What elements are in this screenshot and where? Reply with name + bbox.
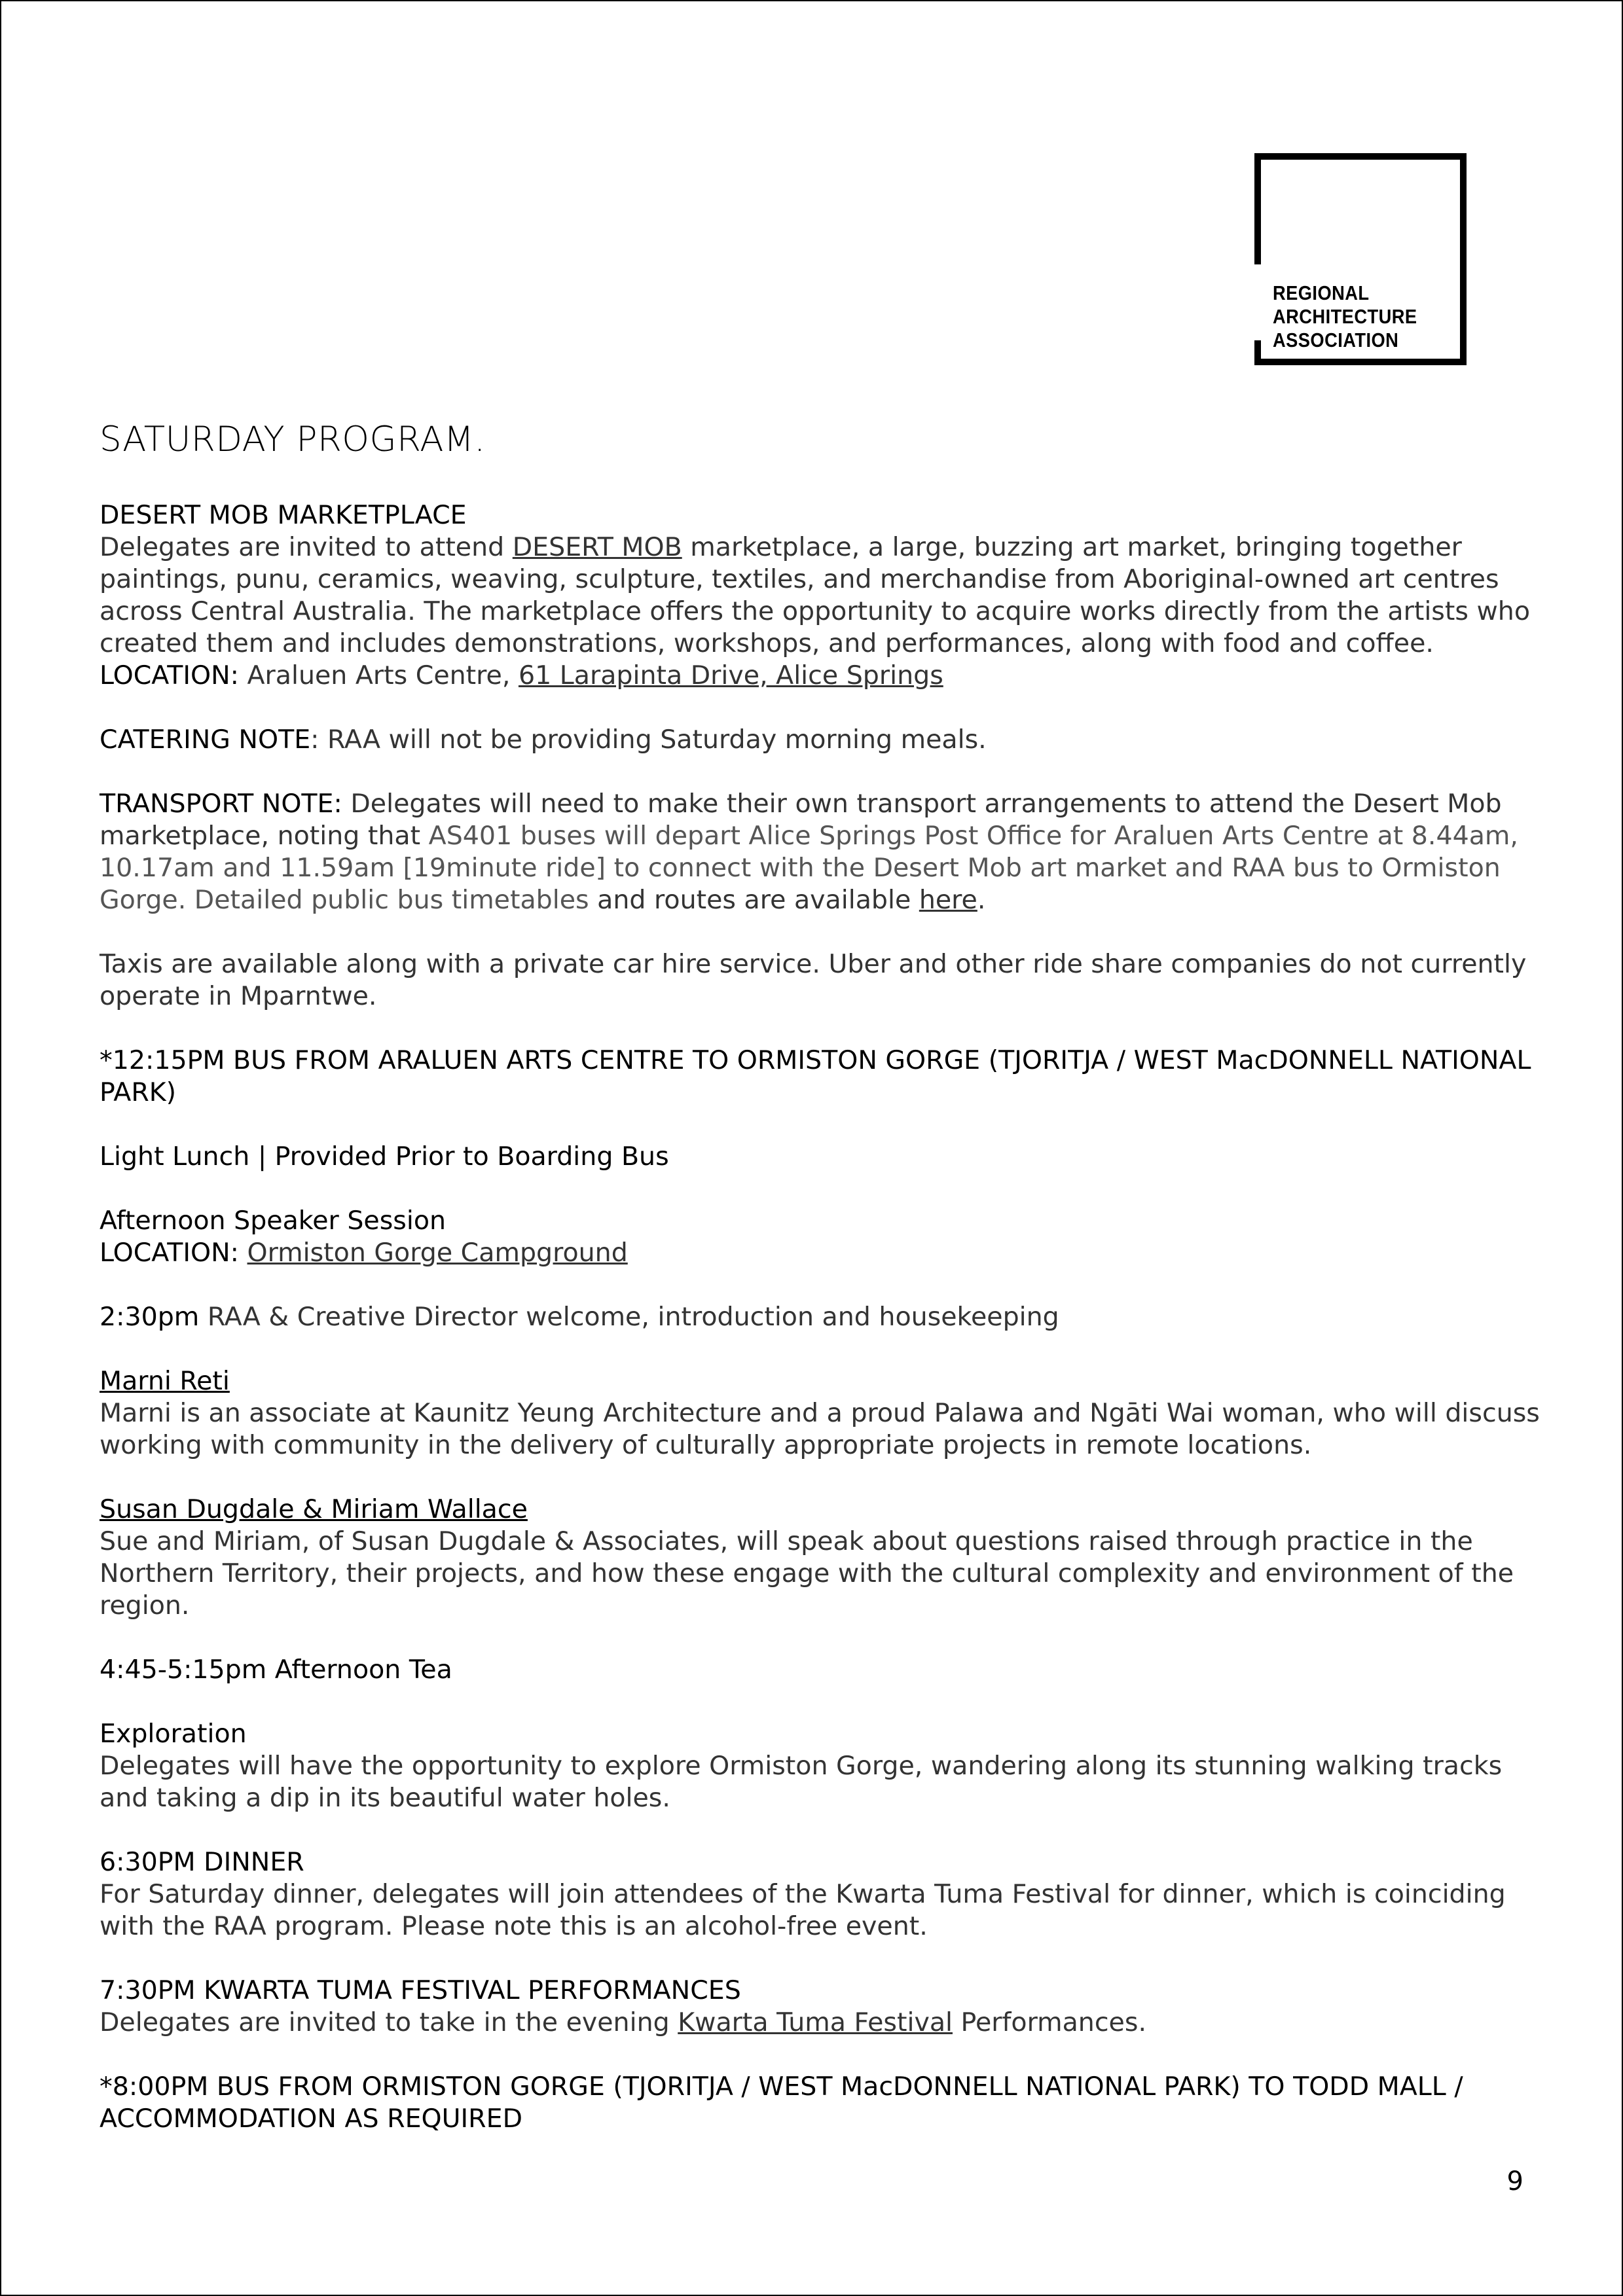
marni-name-link[interactable]: Marni Reti bbox=[100, 1366, 230, 1396]
raa-logo bbox=[1254, 153, 1467, 365]
speaker-session-heading: Afternoon Speaker Session bbox=[100, 1206, 447, 1236]
catering-note bbox=[100, 724, 1540, 756]
welcome-time: 2:30pm bbox=[100, 1302, 200, 1332]
location-label: LOCATION: bbox=[100, 660, 239, 691]
speaker-session-section bbox=[100, 1205, 1540, 1269]
transport-text-2: AS401 buses will depart Alice Springs Post Office for Araluen Arts Centre at 8.44am, 10.17am and 11.59am [19minute ride] to connect with the Desert Mob art market and RAA bus to Ormiston Gorge. Detailed public bus timetables bbox=[100, 821, 1518, 915]
logo-text bbox=[1273, 281, 1417, 352]
transport-label: TRANSPORT NOTE: bbox=[100, 789, 342, 819]
logo-line-1: REGIONAL bbox=[1273, 281, 1370, 304]
desert-mob-heading: DESERT MOB MARKETPLACE bbox=[100, 500, 467, 530]
transport-text-1: Delegates will need to make their own transport arrangements to attend the Desert Mob marketplace, noting that bbox=[100, 789, 1502, 851]
festival-text-1: Delegates are invited to take in the evening bbox=[100, 2007, 678, 2037]
desert-mob-location bbox=[100, 660, 1540, 692]
program-content bbox=[100, 417, 1540, 2135]
lunch-heading: Light Lunch | Provided Prior to Boarding Bus bbox=[100, 1141, 669, 1172]
exploration-heading: Exploration bbox=[100, 1719, 247, 1749]
welcome-item bbox=[100, 1301, 1540, 1333]
page-number: 9 bbox=[1506, 2166, 1523, 2197]
catering-label: CATERING NOTE bbox=[100, 725, 311, 755]
transport-text-3: and routes are available bbox=[589, 885, 919, 915]
page-title: SATURDAY PROGRAM. bbox=[100, 420, 486, 459]
dinner-description: For Saturday dinner, delegates will join attendees of the Kwarta Tuma Festival for dinner, which is coinciding with the RAA program. Please note this is an alcohol-free event. bbox=[100, 1879, 1506, 1941]
transport-end: . bbox=[977, 885, 986, 915]
logo-line-2: ARCHITECTURE bbox=[1273, 305, 1417, 328]
afternoon-tea: 4:45-5:15pm Afternoon Tea bbox=[100, 1655, 452, 1685]
taxis-note: Taxis are available along with a private car hire service. Uber and other ride share companies do not currently operate in Mparntwe. bbox=[100, 949, 1527, 1011]
desert-mob-text-1: Delegates are invited to attend bbox=[100, 532, 513, 562]
dinner-heading: 6:30PM DINNER bbox=[100, 1847, 304, 1877]
susan-section bbox=[100, 1494, 1540, 1622]
desert-mob-text-2: marketplace, a large, buzzing art market, bringing together paintings, punu, ceramics, weaving, sculpture, textiles, and merchandise from Aboriginal-owned art centres across Central Australia. The marketplace offers the opportunity to acquire works directly from the artists who created them and includes demonstrations, workshops, and performances, along with food and coffee. bbox=[100, 532, 1530, 658]
timetable-link[interactable]: here bbox=[919, 885, 977, 915]
desert-mob-section bbox=[100, 499, 1540, 692]
welcome-text: RAA & Creative Director welcome, introduction and housekeeping bbox=[199, 1302, 1059, 1332]
logo-line-3: ASSOCIATION bbox=[1273, 329, 1399, 351]
festival-text-2: Performances. bbox=[953, 2007, 1146, 2037]
susan-name-link[interactable]: Susan Dugdale & Miriam Wallace bbox=[100, 1494, 528, 1524]
catering-text: : RAA will not be providing Saturday morning meals. bbox=[310, 725, 987, 755]
desert-mob-link[interactable]: DESERT MOB bbox=[512, 532, 682, 562]
location-text: Araluen Arts Centre, bbox=[238, 660, 519, 691]
festival-description bbox=[100, 2007, 1540, 2039]
transport-note bbox=[100, 788, 1540, 916]
desert-mob-description bbox=[100, 531, 1540, 660]
festival-link[interactable]: Kwarta Tuma Festival bbox=[678, 2007, 953, 2037]
marni-section bbox=[100, 1365, 1540, 1462]
bus-2-heading: *8:00PM BUS FROM ORMISTON GORGE (TJORITJA / WEST MacDONNELL NATIONAL PARK) TO TODD MALL / ACCOMMODATION AS REQUIRED bbox=[100, 2072, 1463, 2134]
speaker-session-location bbox=[100, 1237, 1540, 1269]
speaker-location-label: LOCATION: bbox=[100, 1238, 247, 1268]
susan-description: Sue and Miriam, of Susan Dugdale & Associates, will speak about questions raised through practice in the Northern Territory, their projects, and how these engage with the cultural complexity and environment of the region. bbox=[100, 1526, 1514, 1621]
festival-section bbox=[100, 1975, 1540, 2039]
speaker-location-link[interactable]: Ormiston Gorge Campground bbox=[247, 1238, 628, 1268]
dinner-section bbox=[100, 1846, 1540, 1943]
marni-description: Marni is an associate at Kaunitz Yeung Architecture and a proud Palawa and Ngāti Wai woman, who will discuss working with community in the delivery of culturally appropriate projects in remote locations. bbox=[100, 1398, 1540, 1460]
bus-1-heading: *12:15PM BUS FROM ARALUEN ARTS CENTRE TO ORMISTON GORGE (TJORITJA / WEST MacDONNELL NATIONAL PARK) bbox=[100, 1045, 1531, 1107]
exploration-description: Delegates will have the opportunity to explore Ormiston Gorge, wandering along its stunning walking tracks and taking a dip in its beautiful water holes. bbox=[100, 1751, 1503, 1813]
exploration-section bbox=[100, 1718, 1540, 1814]
festival-heading: 7:30PM KWARTA TUMA FESTIVAL PERFORMANCES bbox=[100, 1975, 741, 2005]
location-link[interactable]: 61 Larapinta Drive, Alice Springs bbox=[518, 660, 943, 691]
